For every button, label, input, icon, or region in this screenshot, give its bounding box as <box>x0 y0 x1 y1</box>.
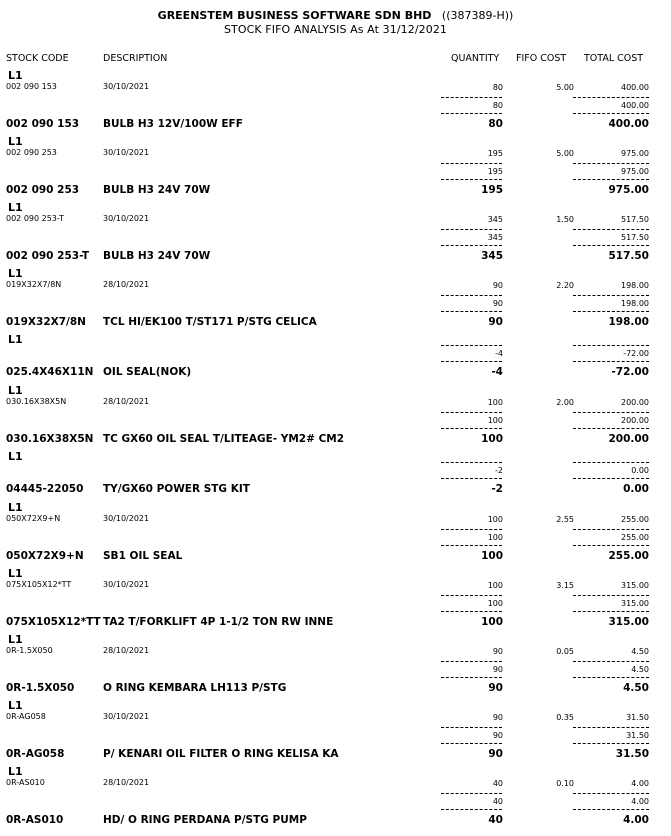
location-code: L1 <box>8 699 23 712</box>
divider <box>441 428 502 429</box>
item-total-cost: 255.00 <box>608 550 649 562</box>
item-description: P/ KENARI OIL FILTER O RING KELISA KA <box>103 748 339 760</box>
stock-item <box>0 384 671 450</box>
batch-quantity: 90 <box>492 713 503 722</box>
stock-item <box>0 765 671 831</box>
batch-quantity: 195 <box>487 149 503 158</box>
batch-stock-code: 0R-AG058 <box>6 712 46 721</box>
batch-quantity: 90 <box>492 281 503 290</box>
divider <box>573 179 649 180</box>
divider <box>573 727 649 728</box>
item-stock-code: 025.4X46X11N <box>6 366 94 378</box>
subtotal-quantity: 100 <box>487 416 503 425</box>
divider <box>441 229 502 230</box>
subtotal-quantity: 80 <box>492 101 503 110</box>
divider <box>573 743 649 744</box>
item-stock-code: 002 090 153 <box>6 118 80 130</box>
divider <box>441 163 502 164</box>
stock-item <box>0 201 671 267</box>
batch-stock-code: 0R-1.5X050 <box>6 646 53 655</box>
item-total-quantity: 40 <box>488 814 503 826</box>
divider <box>441 345 502 346</box>
stock-item <box>0 501 671 567</box>
batch-fifo-cost: 0.05 <box>556 647 574 656</box>
divider <box>441 462 502 463</box>
batch-stock-code: 002 090 253-T <box>6 214 64 223</box>
batch-date: 28/10/2021 <box>103 397 150 406</box>
subtotal-total-cost: 200.00 <box>621 416 649 425</box>
divider <box>573 97 649 98</box>
subtotal-quantity: 90 <box>492 299 503 308</box>
stock-item <box>0 333 671 383</box>
subtotal-total-cost: 0.00 <box>631 466 649 475</box>
divider <box>441 97 502 98</box>
divider <box>441 311 502 312</box>
item-stock-code: 075X105X12*TT <box>6 616 101 628</box>
batch-quantity: 100 <box>487 581 503 590</box>
divider <box>441 611 502 612</box>
stock-item <box>0 135 671 201</box>
divider <box>573 229 649 230</box>
divider <box>573 428 649 429</box>
item-total-cost: -72.00 <box>611 366 649 378</box>
subtotal-total-cost: 255.00 <box>621 533 649 542</box>
stock-item <box>0 267 671 333</box>
subtotal-quantity: -2 <box>495 466 503 475</box>
stock-item <box>0 633 671 699</box>
item-stock-code: 030.16X38X5N <box>6 433 94 445</box>
subtotal-quantity: 40 <box>492 797 503 806</box>
item-description: TC GX60 OIL SEAL T/LITEAGE- YM2# CM2 <box>103 433 345 445</box>
batch-quantity: 100 <box>487 398 503 407</box>
col-header-quantity: QUANTITY <box>451 53 500 64</box>
item-stock-code: 019X32X7/8N <box>6 316 86 328</box>
item-total-cost: 400.00 <box>608 118 649 130</box>
batch-stock-code: 0R-AS010 <box>6 778 45 787</box>
subtotal-total-cost: -72.00 <box>623 349 649 358</box>
divider <box>573 113 649 114</box>
batch-total-cost: 31.50 <box>626 713 649 722</box>
stock-item <box>0 699 671 765</box>
batch-quantity: 90 <box>492 647 503 656</box>
col-header-stock-code: STOCK CODE <box>6 53 69 64</box>
batch-stock-code: 019X32X7/8N <box>6 280 62 289</box>
divider <box>441 545 502 546</box>
item-total-quantity: 100 <box>481 433 503 445</box>
subtotal-total-cost: 400.00 <box>621 101 649 110</box>
batch-total-cost: 4.50 <box>631 647 649 656</box>
item-description: BULB H3 24V 70W <box>103 184 211 196</box>
subtotal-total-cost: 517.50 <box>621 233 649 242</box>
stock-item <box>0 567 671 633</box>
item-total-quantity: 195 <box>481 184 503 196</box>
divider <box>441 661 502 662</box>
batch-date: 30/10/2021 <box>103 712 150 721</box>
divider <box>441 361 502 362</box>
location-code: L1 <box>8 633 23 646</box>
stock-item <box>0 450 671 500</box>
batch-date: 28/10/2021 <box>103 280 150 289</box>
batch-total-cost: 975.00 <box>621 149 649 158</box>
batch-fifo-cost: 3.15 <box>556 581 574 590</box>
batch-fifo-cost: 0.35 <box>556 713 574 722</box>
divider <box>573 163 649 164</box>
batch-stock-code: 030.16X38X5N <box>6 397 67 406</box>
divider <box>573 545 649 546</box>
location-code: L1 <box>8 267 23 280</box>
item-stock-code: 002 090 253 <box>6 184 80 196</box>
item-total-cost: 200.00 <box>608 433 649 445</box>
company-reg-no: ((387389-H)) <box>441 9 514 22</box>
location-code: L1 <box>8 135 23 148</box>
divider <box>441 743 502 744</box>
divider <box>573 478 649 479</box>
divider <box>573 595 649 596</box>
item-stock-code: 0R-1.5X050 <box>6 682 75 694</box>
batch-date: 30/10/2021 <box>103 214 150 223</box>
item-total-quantity: 100 <box>481 616 503 628</box>
item-total-quantity: 80 <box>488 118 503 130</box>
batch-quantity: 100 <box>487 515 503 524</box>
item-total-cost: 975.00 <box>608 184 649 196</box>
divider <box>573 677 649 678</box>
location-code: L1 <box>8 384 23 397</box>
divider <box>573 793 649 794</box>
divider <box>441 245 502 246</box>
batch-fifo-cost: 2.55 <box>556 515 574 524</box>
batch-total-cost: 4.00 <box>631 779 649 788</box>
item-stock-code: 04445-22050 <box>6 483 84 495</box>
batch-date: 28/10/2021 <box>103 646 150 655</box>
divider <box>441 727 502 728</box>
item-stock-code: 050X72X9+N <box>6 550 84 562</box>
location-code: L1 <box>8 333 23 346</box>
divider <box>573 295 649 296</box>
batch-stock-code: 002 090 253 <box>6 148 57 157</box>
batch-fifo-cost: 1.50 <box>556 215 574 224</box>
subtotal-total-cost: 4.50 <box>631 665 649 674</box>
item-description: BULB H3 12V/100W EFF <box>103 118 243 130</box>
divider <box>441 677 502 678</box>
stock-item <box>0 69 671 135</box>
location-code: L1 <box>8 501 23 514</box>
item-total-cost: 198.00 <box>608 316 649 328</box>
batch-total-cost: 255.00 <box>621 515 649 524</box>
divider <box>573 809 649 810</box>
item-total-quantity: 100 <box>481 550 503 562</box>
item-total-quantity: 90 <box>488 316 503 328</box>
item-total-cost: 315.00 <box>608 616 649 628</box>
batch-date: 28/10/2021 <box>103 778 150 787</box>
location-code: L1 <box>8 201 23 214</box>
batch-stock-code: 050X72X9+N <box>6 514 61 523</box>
company-name: GREENSTEM BUSINESS SOFTWARE SDN BHD <box>157 9 432 22</box>
item-description: SB1 OIL SEAL <box>103 550 183 562</box>
subtotal-total-cost: 315.00 <box>621 599 649 608</box>
batch-quantity: 345 <box>487 215 503 224</box>
item-total-cost: 517.50 <box>608 250 649 262</box>
batch-fifo-cost: 5.00 <box>556 83 574 92</box>
divider <box>573 529 649 530</box>
location-code: L1 <box>8 765 23 778</box>
divider <box>573 661 649 662</box>
item-description: TY/GX60 POWER STG KIT <box>103 483 250 495</box>
subtotal-total-cost: 975.00 <box>621 167 649 176</box>
item-total-quantity: -2 <box>491 483 503 495</box>
divider <box>441 113 502 114</box>
divider <box>441 295 502 296</box>
batch-date: 30/10/2021 <box>103 82 150 91</box>
batch-stock-code: 075X105X12*TT <box>6 580 72 589</box>
subtotal-total-cost: 4.00 <box>631 797 649 806</box>
divider <box>573 245 649 246</box>
subtotal-quantity: 100 <box>487 599 503 608</box>
divider <box>441 809 502 810</box>
batch-total-cost: 315.00 <box>621 581 649 590</box>
report-title: STOCK FIFO ANALYSIS As At 31/12/2021 <box>223 23 448 36</box>
item-stock-code: 0R-AG058 <box>6 748 65 760</box>
col-header-description: DESCRIPTION <box>103 53 168 64</box>
item-total-cost: 4.00 <box>623 814 649 826</box>
item-total-cost: 4.50 <box>623 682 649 694</box>
divider <box>441 529 502 530</box>
subtotal-quantity: 195 <box>487 167 503 176</box>
batch-date: 30/10/2021 <box>103 148 150 157</box>
batch-fifo-cost: 2.20 <box>556 281 574 290</box>
divider <box>441 412 502 413</box>
item-stock-code: 0R-AS010 <box>6 814 64 826</box>
batch-quantity: 80 <box>492 83 503 92</box>
batch-fifo-cost: 5.00 <box>556 149 574 158</box>
item-description: HD/ O RING PERDANA P/STG PUMP <box>103 814 307 826</box>
batch-total-cost: 400.00 <box>621 83 649 92</box>
subtotal-quantity: 90 <box>492 731 503 740</box>
item-stock-code: 002 090 253-T <box>6 250 90 262</box>
location-code: L1 <box>8 567 23 580</box>
batch-date: 30/10/2021 <box>103 580 150 589</box>
divider <box>441 179 502 180</box>
subtotal-quantity: 100 <box>487 533 503 542</box>
batch-stock-code: 002 090 153 <box>6 82 57 91</box>
item-description: OIL SEAL(NOK) <box>103 366 192 378</box>
divider <box>573 412 649 413</box>
divider <box>441 595 502 596</box>
subtotal-total-cost: 31.50 <box>626 731 649 740</box>
col-header-fifo-cost: FIFO COST <box>516 53 567 64</box>
subtotal-quantity: 345 <box>487 233 503 242</box>
location-code: L1 <box>8 450 23 463</box>
item-description: BULB H3 24V 70W <box>103 250 211 262</box>
divider <box>441 793 502 794</box>
batch-total-cost: 200.00 <box>621 398 649 407</box>
batch-total-cost: 198.00 <box>621 281 649 290</box>
batch-total-cost: 517.50 <box>621 215 649 224</box>
divider <box>573 311 649 312</box>
item-description: TCL HI/EK100 T/ST171 P/STG CELICA <box>103 316 317 328</box>
item-total-quantity: 345 <box>481 250 503 262</box>
batch-date: 30/10/2021 <box>103 514 150 523</box>
subtotal-total-cost: 198.00 <box>621 299 649 308</box>
divider <box>573 462 649 463</box>
batch-fifo-cost: 0.10 <box>556 779 574 788</box>
location-code: L1 <box>8 69 23 82</box>
subtotal-quantity: -4 <box>495 349 503 358</box>
item-description: TA2 T/FORKLIFT 4P 1-1/2 TON RW INNE <box>103 616 334 628</box>
divider <box>573 611 649 612</box>
col-header-total-cost: TOTAL COST <box>584 53 644 64</box>
item-total-quantity: 90 <box>488 748 503 760</box>
batch-quantity: 40 <box>492 779 503 788</box>
item-total-cost: 0.00 <box>623 483 649 495</box>
batch-fifo-cost: 2.00 <box>556 398 574 407</box>
subtotal-quantity: 90 <box>492 665 503 674</box>
item-total-cost: 31.50 <box>615 748 649 760</box>
item-total-quantity: -4 <box>491 366 503 378</box>
divider <box>573 361 649 362</box>
item-description: O RING KEMBARA LH113 P/STG <box>103 682 287 694</box>
divider <box>573 345 649 346</box>
divider <box>441 478 502 479</box>
report-company-line <box>0 9 671 22</box>
item-total-quantity: 90 <box>488 682 503 694</box>
